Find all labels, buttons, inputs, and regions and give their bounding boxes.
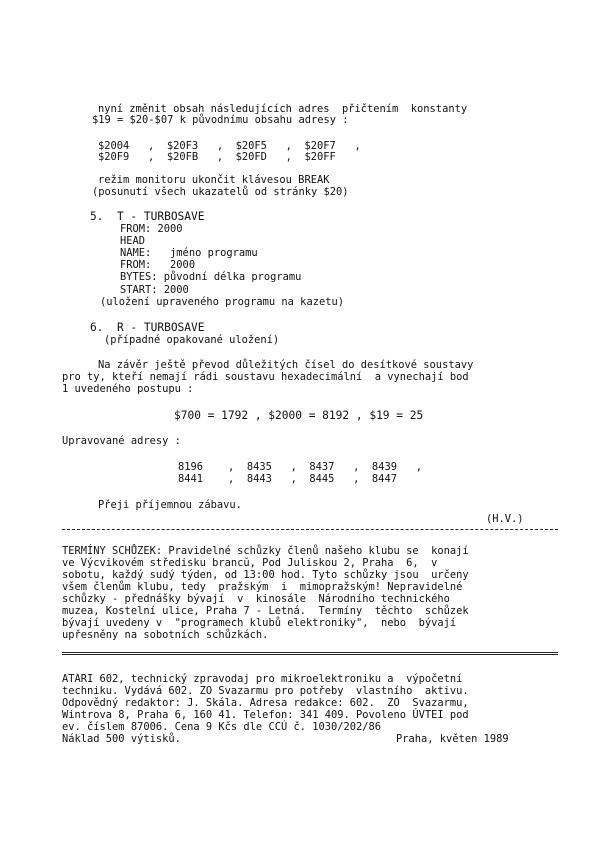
conversion-line-1: Na závěr ještě převod důležitých čísel do desítkové soustavy bbox=[98, 359, 474, 371]
imprint-place-date: Praha, květen 1989 bbox=[396, 733, 509, 745]
step-5-bytes: BYTES: původní délka programu bbox=[120, 271, 302, 283]
step-5-note: (uložení upraveného programu na kazetu) bbox=[100, 296, 344, 308]
imprint-line-6: Náklad 500 výtisků. bbox=[62, 733, 181, 745]
hex-address-row-2: $20F9 , $20FB , $20FD , $20FF bbox=[98, 151, 336, 163]
intro-line-1: nyní změnit obsah následujících adres přičtením konstanty bbox=[98, 103, 468, 115]
imprint-line-4: Wintrova 8, Praha 6, 160 41. Telefon: 341 409. Povoleno ÚVTEI pod bbox=[62, 709, 469, 721]
monitor-line-2: (posunutí všech ukazatelů od stránky $20) bbox=[92, 186, 349, 198]
conversion-line-3: 1 uvedeného postupu : bbox=[62, 383, 194, 395]
hex-address-row-1: $2004 , $20F3 , $20F5 , $20F7 , bbox=[98, 140, 361, 152]
signature: (H.V.) bbox=[486, 513, 524, 525]
conversion-formula: $700 = 1792 , $2000 = 8192 , $19 = 25 bbox=[174, 409, 424, 422]
step-5-from-2: FROM: 2000 bbox=[120, 259, 196, 271]
modified-address-row-1: 8196 , 8435 , 8437 , 8439 , bbox=[178, 461, 422, 473]
imprint-line-5: ev. číslem 87006. Cena 9 Kčs dle CCÚ č. 1030/202/86 bbox=[62, 721, 382, 733]
step-5-heading: 5. T - TURBOSAVE bbox=[90, 210, 205, 223]
double-divider bbox=[62, 652, 558, 655]
intro-line-2: $19 = $20-$07 k původnímu obsahu adresy : bbox=[92, 114, 349, 126]
meetings-line-8: upřesněny na sobotních schůzkách. bbox=[62, 629, 269, 641]
imprint-line-1: ATARI 602, technický zpravodaj pro mikroelektroniku a výpočetní bbox=[62, 673, 463, 685]
imprint-line-2: techniku. Vydává 602. ZO Svazarmu pro potřeby vlastního aktivu. bbox=[62, 685, 469, 697]
imprint-line-3: Odpovědný redaktor: J. Skála. Adresa redakce: 602. ZO Svazarmu, bbox=[62, 697, 469, 709]
meetings-line-7: bývají uvedeny v "programech klubů elektroniky", nebo bývají bbox=[62, 617, 457, 629]
meetings-line-1: TERMÍNY SCHŮZEK: Pravidelné schůzky členů našeho klubu se konají bbox=[62, 545, 469, 557]
meetings-line-2: ve Výcvikovém středisku brancŭ, Pod Juliskou 2, Praha 6, v bbox=[62, 557, 438, 569]
conversion-line-2: pro ty, kteří nemají rádi soustavu hexadecimální a vynechají bod bbox=[62, 371, 469, 383]
step-5-from: FROM: 2000 bbox=[120, 223, 183, 235]
dashed-divider bbox=[62, 529, 558, 530]
step-6-note: (případné opakované uložení) bbox=[104, 334, 280, 346]
step-6-heading: 6. R - TURBOSAVE bbox=[90, 321, 205, 334]
step-5-name: NAME: jméno programu bbox=[120, 247, 258, 259]
closing-wish: Přeji příjemnou zábavu. bbox=[98, 499, 242, 511]
meetings-line-4: všem členům klubu, tedy pražským i mimopražským! Nepravidelné bbox=[62, 581, 463, 593]
monitor-line-1: režim monitoru ukončit klávesou BREAK bbox=[98, 174, 330, 186]
meetings-line-6: muzea, Kostelní ulice, Praha 7 - Letná. Termíny těchto schůzek bbox=[62, 605, 469, 617]
meetings-line-3: sobotu, každý sudý týden, od 13:00 hod. Tyto schůzky jsou určeny bbox=[62, 569, 469, 581]
modified-addresses-label: Upravované adresy : bbox=[62, 435, 181, 447]
step-5-head: HEAD bbox=[120, 235, 146, 247]
modified-address-row-2: 8441 , 8443 , 8445 , 8447 bbox=[178, 473, 397, 485]
step-5-start: START: 2000 bbox=[120, 284, 189, 296]
meetings-line-5: schůzky - přednášky bývají v kinosále Národního technického bbox=[62, 593, 450, 605]
